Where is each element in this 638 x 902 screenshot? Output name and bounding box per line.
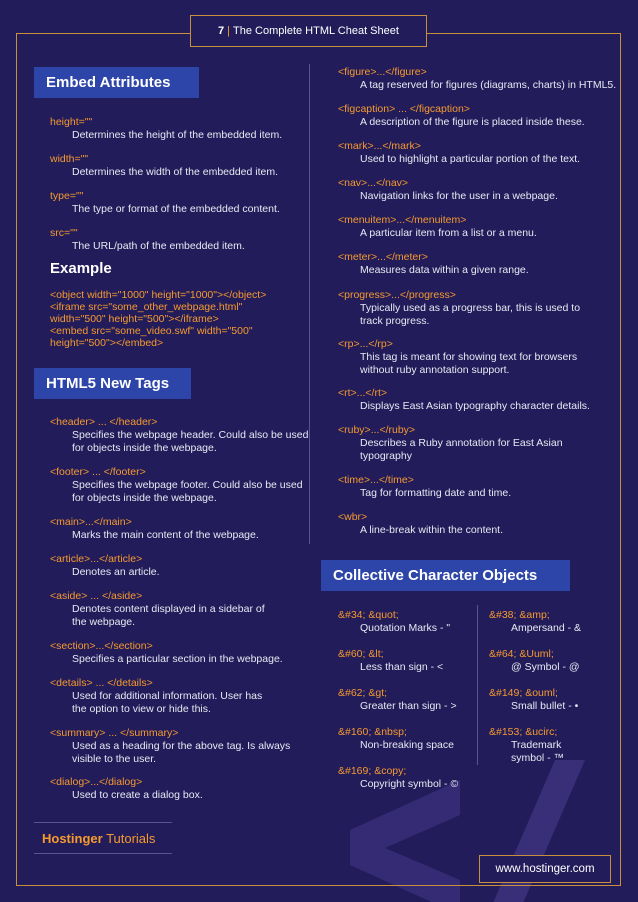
list-item: [50, 776, 325, 802]
list-item: [50, 116, 325, 142]
embed-attributes-heading: Embed Attributes: [34, 67, 199, 98]
item-description: Determines the height of the embedded item.: [72, 129, 283, 141]
item-tag: <meter>...</meter>: [338, 251, 428, 263]
list-item: [338, 765, 473, 791]
item-tag: <menuitem>...</menuitem>: [338, 214, 467, 226]
item-description: A particular item from a list or a menu.: [360, 227, 537, 239]
item-tag: <time>...</time>: [338, 474, 414, 486]
example-code-line: <object width="1000" height="1000"></object>: [50, 289, 267, 301]
item-tag: &#62; &gt;: [338, 687, 388, 699]
brand-name: Hostinger: [42, 831, 103, 846]
item-description: Specifies the webpage footer. Could also be used: [72, 479, 303, 491]
item-tag: <summary> ... </summary>: [50, 727, 179, 739]
item-description: without ruby annotation support.: [360, 364, 510, 376]
item-description: Denotes an article.: [72, 566, 160, 578]
item-description: Trademark: [511, 739, 562, 751]
list-item: [50, 466, 325, 505]
item-description: A description of the figure is placed inside these.: [360, 116, 585, 128]
item-description: Determines the width of the embedded item.: [72, 166, 279, 178]
item-description: Used for additional information. User has: [72, 690, 263, 702]
collective-character-objects-heading: Collective Character Objects: [321, 560, 570, 591]
item-tag: <figcaption> ... </figcaption>: [338, 103, 470, 115]
website-link[interactable]: www.hostinger.com: [479, 855, 611, 883]
character-column-divider: [477, 605, 478, 765]
item-tag: &#64; &Uuml;: [489, 648, 554, 660]
page-number: 7: [218, 25, 225, 37]
item-tag: &#60; &lt;: [338, 648, 384, 660]
item-description: typography: [360, 450, 412, 462]
item-tag: &#38; &amp;: [489, 609, 550, 621]
item-tag: <dialog>...</dialog>: [50, 776, 143, 788]
list-item: [338, 474, 618, 500]
item-description: Greater than sign - >: [360, 700, 457, 712]
item-tag: type="": [50, 190, 84, 202]
item-tag: &#153; &ucirc;: [489, 726, 558, 738]
item-description: A tag reserved for figures (diagrams, charts) in HTML5.: [360, 79, 617, 91]
list-item: [338, 103, 618, 129]
item-description: for objects inside the webpage.: [72, 442, 217, 454]
item-description: Used as a heading for the above tag. Is always: [72, 740, 291, 752]
list-item: [338, 424, 618, 463]
item-description: Navigation links for the user in a webpage.: [360, 190, 558, 202]
column-divider: [309, 64, 310, 544]
item-tag: <wbr>: [338, 511, 368, 523]
item-tag: &#149; &ouml;: [489, 687, 558, 699]
item-description: Less than sign - <: [360, 661, 444, 673]
list-item: [338, 726, 473, 752]
list-item: [489, 609, 614, 635]
list-item: [50, 640, 325, 666]
list-item: [489, 687, 614, 713]
item-description: Marks the main content of the webpage.: [72, 529, 259, 541]
item-tag: <aside> ... </aside>: [50, 590, 143, 602]
list-item: [338, 251, 618, 277]
list-item: [489, 648, 614, 674]
item-description: for objects inside the webpage.: [72, 492, 217, 504]
example-code-line: <iframe src="some_other_webpage.html": [50, 301, 243, 313]
item-description: This tag is meant for showing text for browsers: [360, 351, 578, 363]
item-description: Typically used as a progress bar, this is used to: [360, 302, 581, 314]
list-item: [50, 190, 325, 216]
example-code-line: width="500" height="500"></iframe>: [50, 313, 219, 325]
item-description: Small bullet - •: [511, 700, 579, 712]
item-tag: height="": [50, 116, 93, 128]
list-item: [338, 609, 473, 635]
item-description: track progress.: [360, 315, 430, 327]
item-tag: &#34; &quot;: [338, 609, 399, 621]
list-item: [50, 727, 325, 766]
item-description: Copyright symbol - ©: [360, 778, 459, 790]
item-description: Ampersand - &: [511, 622, 582, 634]
example-code-line: height="500"></embed>: [50, 337, 164, 349]
item-description: Used to highlight a particular portion of the text.: [360, 153, 581, 165]
item-tag: <nav>...</nav>: [338, 177, 409, 189]
item-tag: &#160; &nbsp;: [338, 726, 407, 738]
list-item: [338, 289, 618, 328]
item-description: Denotes content displayed in a sidebar of: [72, 603, 265, 615]
list-item: [50, 416, 325, 455]
item-description: Measures data within a given range.: [360, 264, 529, 276]
item-description: Used to create a dialog box.: [72, 789, 203, 801]
list-item: [50, 677, 325, 716]
item-tag: <article>...</article>: [50, 553, 143, 565]
html5-new-tags-heading: HTML5 New Tags: [34, 368, 191, 399]
example-heading: Example: [50, 260, 112, 277]
page-title: The Complete HTML Cheat Sheet: [233, 25, 399, 37]
list-item: [489, 726, 614, 765]
item-tag: <main>...</main>: [50, 516, 132, 528]
item-tag: <ruby>...</ruby>: [338, 424, 416, 436]
list-item: [50, 153, 325, 179]
item-tag: <header> ... </header>: [50, 416, 158, 428]
item-description: Specifies a particular section in the webpage.: [72, 653, 283, 665]
list-item: [338, 648, 473, 674]
item-tag: <section>...</section>: [50, 640, 153, 652]
item-tag: <progress>...</progress>: [338, 289, 456, 301]
example-code-line: <embed src="some_video.swf" width="500": [50, 325, 253, 337]
item-description: Displays East Asian typography character details.: [360, 400, 590, 412]
item-tag: <details> ... </details>: [50, 677, 153, 689]
list-item: [50, 590, 325, 629]
footer-brand: [42, 831, 155, 846]
item-description: visible to the user.: [72, 753, 157, 765]
item-tag: src="": [50, 227, 78, 239]
item-description: Describes a Ruby annotation for East Asian: [360, 437, 563, 449]
item-description: symbol - ™: [511, 752, 565, 764]
list-item: [50, 227, 325, 253]
list-item: [50, 553, 325, 579]
item-tag: <figure>...</figure>: [338, 66, 427, 78]
item-tag: <footer> ... </footer>: [50, 466, 146, 478]
list-item: [338, 140, 618, 166]
item-tag: width="": [50, 153, 89, 165]
list-item: [338, 66, 618, 92]
item-description: Tag for formatting date and time.: [360, 487, 512, 499]
item-description: Specifies the webpage header. Could also be used: [72, 429, 309, 441]
item-tag: <rp>...</rp>: [338, 338, 393, 350]
list-item: [338, 214, 618, 240]
item-description: @ Symbol - @: [511, 661, 580, 673]
item-description: the option to view or hide this.: [72, 703, 211, 715]
example-code: [50, 289, 290, 349]
brand-suffix: Tutorials: [106, 831, 156, 846]
list-item: [338, 387, 618, 413]
list-item: [50, 516, 325, 542]
item-description: Quotation Marks - ": [360, 622, 451, 634]
item-tag: <mark>...</mark>: [338, 140, 421, 152]
list-item: [338, 511, 618, 537]
list-item: [338, 338, 618, 377]
item-tag: &#169; &copy;: [338, 765, 407, 777]
item-description: The URL/path of the embedded item.: [72, 240, 245, 252]
header-separator: |: [227, 25, 231, 37]
item-description: The type or format of the embedded content.: [72, 203, 280, 215]
footer-rule: [34, 822, 172, 823]
item-description: A line-break within the content.: [360, 524, 504, 536]
item-description: the webpage.: [72, 616, 136, 628]
item-tag: <rt>...</rt>: [338, 387, 388, 399]
item-description: Non-breaking space: [360, 739, 454, 751]
list-item: [338, 687, 473, 713]
list-item: [338, 177, 618, 203]
page-header: [190, 15, 427, 47]
footer-rule-bottom: [34, 853, 172, 854]
